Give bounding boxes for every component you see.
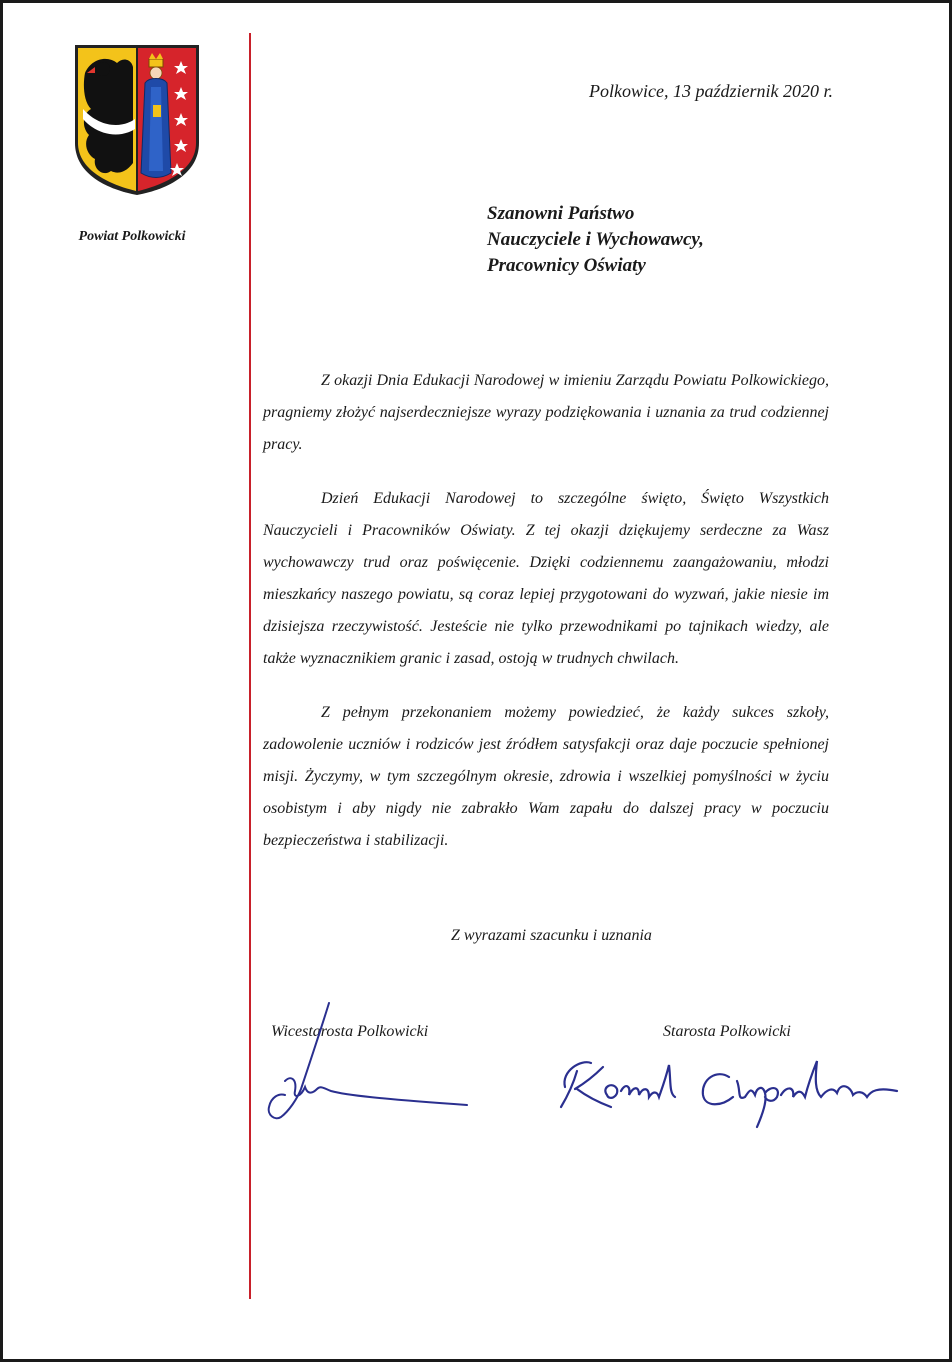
body-paragraph: Z okazji Dnia Edukacji Narodowej w imieniu Zarządu Powiatu Polkowickiego, pragniemy złożyć najserdeczniejsze wyrazy podziękowania i uznania za trud codziennej pracy. — [263, 372, 829, 453]
organization-name: Powiat Polkowicki — [78, 229, 186, 244]
right-signatory-role: Starosta Polkowicki — [663, 1023, 791, 1040]
salutation-line: Pracownicy Oświaty — [487, 255, 646, 276]
salutation-line: Szanowni Państwo — [487, 203, 635, 224]
letter-date: Polkowice, 13 październik 2020 r. — [589, 81, 833, 101]
body-paragraph: Dzień Edukacji Narodowej to szczególne święto, Święto Wszystkich Nauczycieli i Pracowników Oświaty. Z tej okazji dziękujemy serdeczne za Wasz wychowawczy trud oraz poświęcenie. Dzięki codziennemu zaangażowaniu, młodzi mieszkańcy naszego powiatu, są coraz lepiej przygotowani do wyzwań, jakie niesie im dzisiejsza rzeczywistość. Jesteście nie tylko przewodnikami po tajnikach wiedzy, ale także wyznacznikiem granic i zasad, ostoją w trudnych chwilach. — [263, 490, 829, 667]
left-signature — [261, 999, 475, 1129]
salutation — [487, 201, 704, 279]
margin-divider — [249, 33, 251, 1299]
coat-of-arms-icon — [73, 43, 201, 197]
left-signatory-role: Wicestarosta Polkowicki — [271, 1023, 429, 1040]
closing-line: Z wyrazami szacunku i uznania — [451, 927, 652, 944]
salutation-line: Nauczyciele i Wychowawcy, — [487, 229, 704, 250]
right-signature — [551, 1051, 911, 1135]
letter-body — [263, 365, 829, 879]
body-paragraph: Z pełnym przekonaniem możemy powiedzieć, że każdy sukces szkoły, zadowolenie uczniów i rodziców jest źródłem satysfakcji oraz daje poczucie spełnionej misji. Życzymy, w tym szczególnym okresie, zdrowia i wszelkiej pomyślności w życiu osobistym i aby nigdy nie zabrakło Wam zapału do dalszej pracy w poczuciu bezpieczeństwa i stabilizacji. — [263, 704, 829, 849]
